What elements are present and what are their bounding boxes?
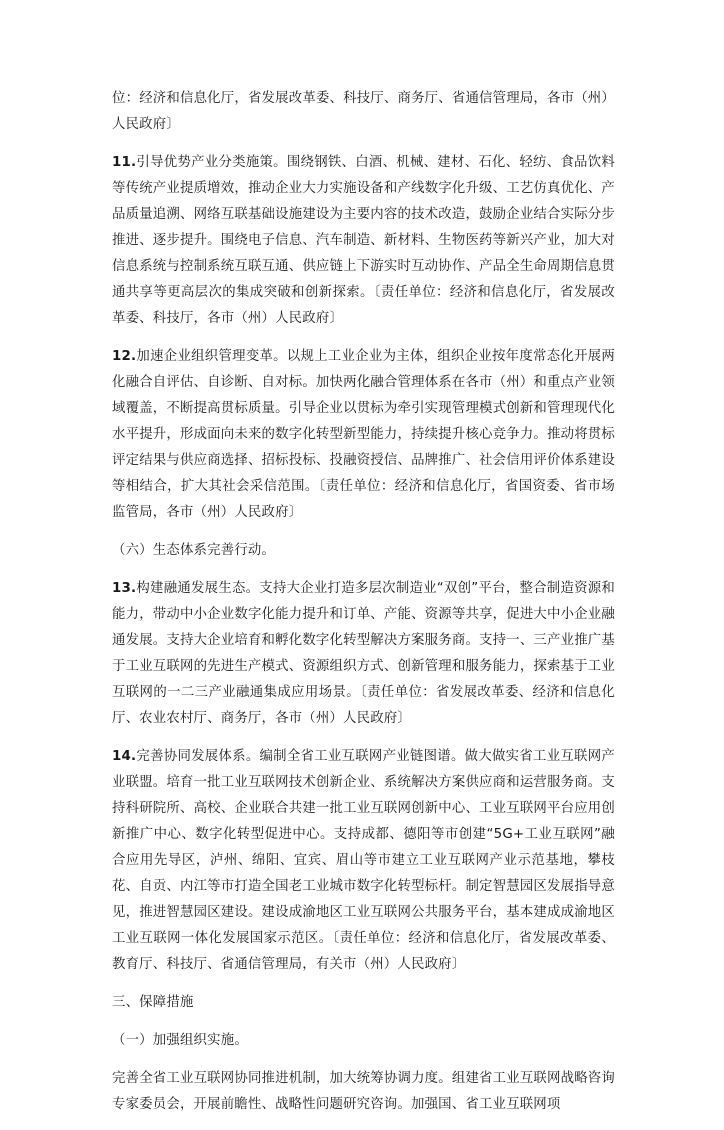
paragraph-text: 构建融通发展生态。支持大企业打造多层次制造业“双创”平台，整合制造资源和能力，带动中小企业数字化能力提升和订单、产能、资源等共享，促进大中小企业融通发展。支持大企业培育和孵化数字化转型解决方案服务商。支持一、三产业推广基于工业互联网的先进生产模式、资源组织方式、创新管理和服务能力，探索基于工业互联网的一二三产业融通集成应用场景。〔责任单位：省发展改革委、经济和信息化厅、农业农村厅、商务厅，各市（州）人民政府〕 bbox=[112, 581, 615, 726]
item-number: 13. bbox=[112, 581, 137, 596]
paragraph-text: 位：经济和信息化厅，省发展改革委、科技厅、商务厅、省通信管理局，各市（州）人民政府〕 bbox=[112, 91, 615, 132]
heading-text: （一）加强组织实施。 bbox=[112, 1033, 248, 1048]
paragraph-text: 完善全省工业互联网协同推进机制，加大统筹协调力度。组建省工业互联网战略咨询专家委员会，开展前瞻性、战略性问题研究咨询。加强国、省工业互联网项 bbox=[112, 1071, 615, 1112]
paragraph-continuation bbox=[112, 86, 615, 138]
paragraph-last bbox=[112, 1066, 615, 1118]
section-heading-6 bbox=[112, 538, 615, 564]
item-number: 12. bbox=[112, 349, 137, 364]
paragraph-text: 加速企业组织管理变革。以规上工业企业为主体，组织企业按年度常态化开展两化融合自评估、自诊断、自对标。加快两化融合管理体系在各市（州）和重点产业领域覆盖，不断提高贯标质量。引导企业以贯标为牵引实现管理模式创新和管理现代化水平提升，形成面向未来的数字化转型新型能力，持续提升核心竞争力。推动将贯标评定结果与供应商选择、招标投标、投融资授信、品牌推广、社会信用评价体系建设等相结合，扩大其社会采信范围。〔责任单位：经济和信息化厅，省国资委、省市场监管局，各市（州）人民政府〕 bbox=[112, 349, 615, 520]
paragraph-item-11 bbox=[112, 150, 615, 332]
heading-text: 三、保障措施 bbox=[112, 995, 194, 1010]
heading-text: （六）生态体系完善行动。 bbox=[112, 543, 276, 558]
item-number: 14. bbox=[112, 749, 137, 764]
section-heading-3 bbox=[112, 990, 615, 1016]
item-number: 11. bbox=[112, 155, 137, 170]
subsection-heading-3-1 bbox=[112, 1028, 615, 1054]
paragraph-item-13 bbox=[112, 576, 615, 732]
document-body bbox=[112, 86, 615, 1130]
paragraph-item-14 bbox=[112, 744, 615, 978]
paragraph-text: 完善协同发展体系。编制全省工业互联网产业链图谱。做大做实省工业互联网产业联盟。培育一批工业互联网技术创新企业、系统解决方案供应商和运营服务商。支持科研院所、高校、企业联合共建一批工业互联网创新中心、工业互联网平台应用创新推广中心、数字化转型促进中心。支持成都、德阳等市创建“5G+工业互联网”融合应用先导区，泸州、绵阳、宜宾、眉山等市建立工业互联网产业示范基地，攀枝花、自贡、内江等市打造全国老工业城市数字化转型标杆。制定智慧园区发展指导意见，推进智慧园区建设。建设成渝地区工业互联网公共服务平台，基本建成成渝地区工业互联网一体化发展国家示范区。〔责任单位：经济和信息化厅，省发展改革委、教育厅、科技厅、省通信管理局，有关市（州）人民政府〕 bbox=[112, 749, 615, 972]
paragraph-item-12 bbox=[112, 344, 615, 526]
paragraph-text: 引导优势产业分类施策。围绕钢铁、白酒、机械、建材、石化、轻纺、食品饮料等传统产业提质增效，推动企业大力实施设备和产线数字化升级、工艺仿真优化、产品质量追溯、网络互联基础设施建设为主要内容的技术改造，鼓励企业结合实际分步推进、逐步提升。围绕电子信息、汽车制造、新材料、生物医药等新兴产业，加大对信息系统与控制系统互联互通、供应链上下游实时互动协作、产品全生命周期信息贯通共享等更高层次的集成突破和创新探索。〔责任单位：经济和信息化厅，省发展改革委、科技厅，各市（州）人民政府〕 bbox=[112, 155, 615, 326]
